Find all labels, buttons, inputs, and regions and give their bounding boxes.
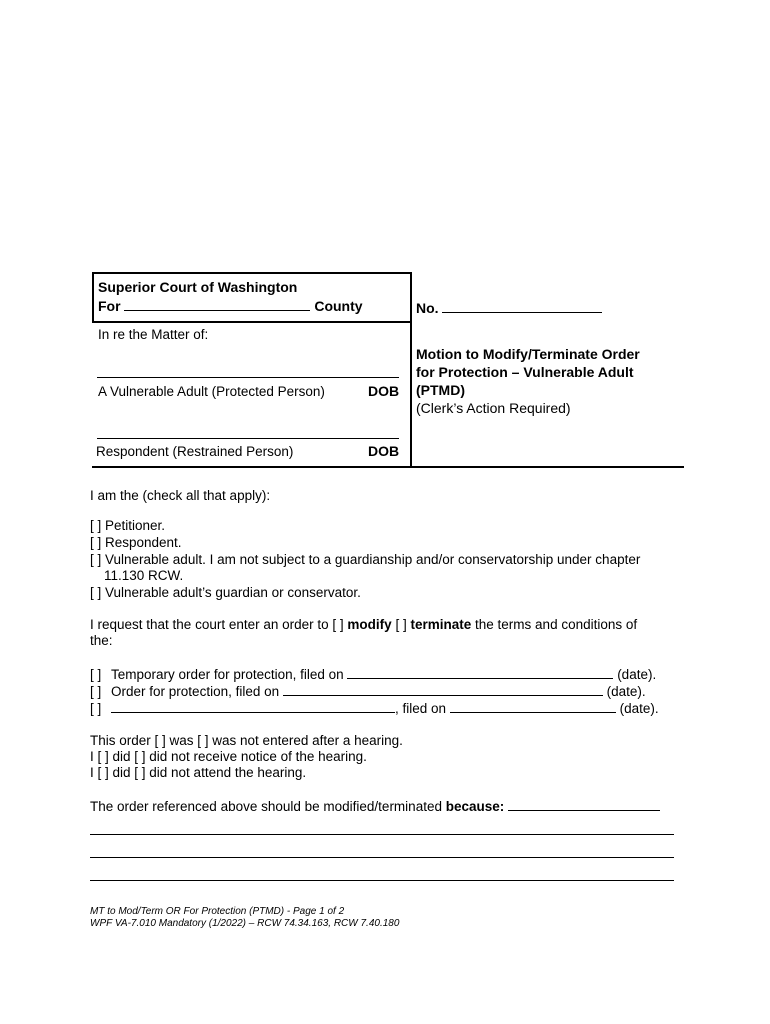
terminate-option: terminate bbox=[410, 617, 472, 632]
reason-line-3[interactable] bbox=[90, 857, 674, 858]
county-label: County bbox=[314, 298, 363, 314]
case-number-blank[interactable] bbox=[442, 299, 602, 313]
hearing-attend[interactable]: I [ ] did [ ] did not attend the hearing. bbox=[90, 765, 307, 780]
reason-because: because: bbox=[445, 799, 505, 814]
other-order-filed-on: , filed on bbox=[395, 701, 447, 716]
other-order-checkbox[interactable]: [ ] bbox=[90, 701, 102, 716]
respondent-name-line[interactable] bbox=[97, 438, 399, 439]
case-number bbox=[416, 299, 602, 317]
request-suffix: the terms and conditions of bbox=[475, 617, 638, 632]
reason-line-2[interactable] bbox=[90, 834, 674, 835]
court-name: Superior Court of Washington bbox=[98, 279, 298, 295]
request-line-2: the: bbox=[90, 633, 113, 648]
county-blank[interactable] bbox=[124, 297, 310, 311]
clerk-note: (Clerk’s Action Required) bbox=[416, 400, 571, 416]
reason-line-4[interactable] bbox=[90, 880, 674, 881]
identity-heading: I am the (check all that apply): bbox=[90, 488, 271, 503]
request-prefix[interactable]: I request that the court enter an order to [ ] bbox=[90, 617, 344, 632]
option-petitioner[interactable]: [ ] Petitioner. bbox=[90, 518, 166, 533]
other-order-date-blank[interactable] bbox=[450, 699, 616, 713]
caption-box-right bbox=[410, 272, 412, 468]
protected-dob-label: DOB bbox=[368, 383, 400, 399]
order-date-blank[interactable] bbox=[283, 682, 603, 696]
other-order-row bbox=[90, 699, 659, 717]
document-title-1: Motion to Modify/Terminate Order bbox=[416, 346, 640, 362]
option-vulnerable-adult-cont: 11.130 RCW. bbox=[104, 568, 184, 583]
temp-order-checkbox[interactable]: [ ] bbox=[90, 667, 102, 682]
reason-blank-1[interactable] bbox=[508, 797, 660, 811]
temp-order-row bbox=[90, 665, 656, 683]
reason-prefix: The order referenced above should be modified/terminated bbox=[90, 799, 442, 814]
order-date-label: (date). bbox=[606, 684, 646, 699]
for-label: For bbox=[98, 298, 121, 314]
hearing-entered[interactable]: This order [ ] was [ ] was not entered after a hearing. bbox=[90, 733, 403, 748]
temp-order-date-blank[interactable] bbox=[347, 665, 613, 679]
caption-box-mid bbox=[92, 321, 412, 323]
order-row bbox=[90, 682, 646, 700]
county-line bbox=[98, 297, 363, 315]
terminate-checkbox[interactable]: [ ] bbox=[395, 617, 407, 632]
other-order-name-blank[interactable] bbox=[111, 699, 395, 713]
reason-line bbox=[90, 797, 660, 815]
protected-person-name-line[interactable] bbox=[97, 377, 399, 378]
caption-box-top bbox=[92, 272, 412, 274]
document-title-3: (PTMD) bbox=[416, 382, 465, 398]
caption-box-bottom bbox=[92, 466, 684, 468]
case-no-label: No. bbox=[416, 300, 439, 316]
caption-box-left bbox=[92, 272, 94, 322]
order-checkbox[interactable]: [ ] bbox=[90, 684, 102, 699]
option-respondent[interactable]: [ ] Respondent. bbox=[90, 535, 182, 550]
modify-option: modify bbox=[347, 617, 392, 632]
order-label: Order for protection, filed on bbox=[111, 684, 280, 699]
footer-line-2: WPF VA-7.010 Mandatory (1/2022) – RCW 74.34.163, RCW 7.40.180 bbox=[90, 918, 400, 929]
request-line-1 bbox=[90, 616, 637, 633]
matter-label: In re the Matter of: bbox=[98, 327, 209, 342]
protected-person-label: A Vulnerable Adult (Protected Person) bbox=[98, 384, 325, 399]
respondent-dob-label: DOB bbox=[368, 443, 400, 459]
option-guardian[interactable]: [ ] Vulnerable adult’s guardian or conservator. bbox=[90, 585, 361, 600]
document-title-2: for Protection – Vulnerable Adult bbox=[416, 364, 634, 380]
option-vulnerable-adult[interactable]: [ ] Vulnerable adult. I am not subject to a guardianship and/or conservatorship under chapter bbox=[90, 552, 641, 567]
other-order-date-label: (date). bbox=[619, 701, 659, 716]
hearing-notice[interactable]: I [ ] did [ ] did not receive notice of the hearing. bbox=[90, 749, 367, 764]
temp-order-date-label: (date). bbox=[617, 667, 657, 682]
temp-order-label: Temporary order for protection, filed on bbox=[111, 667, 344, 682]
respondent-label: Respondent (Restrained Person) bbox=[96, 444, 294, 459]
footer-line-1: MT to Mod/Term OR For Protection (PTMD) - Page 1 of 2 bbox=[90, 906, 345, 917]
